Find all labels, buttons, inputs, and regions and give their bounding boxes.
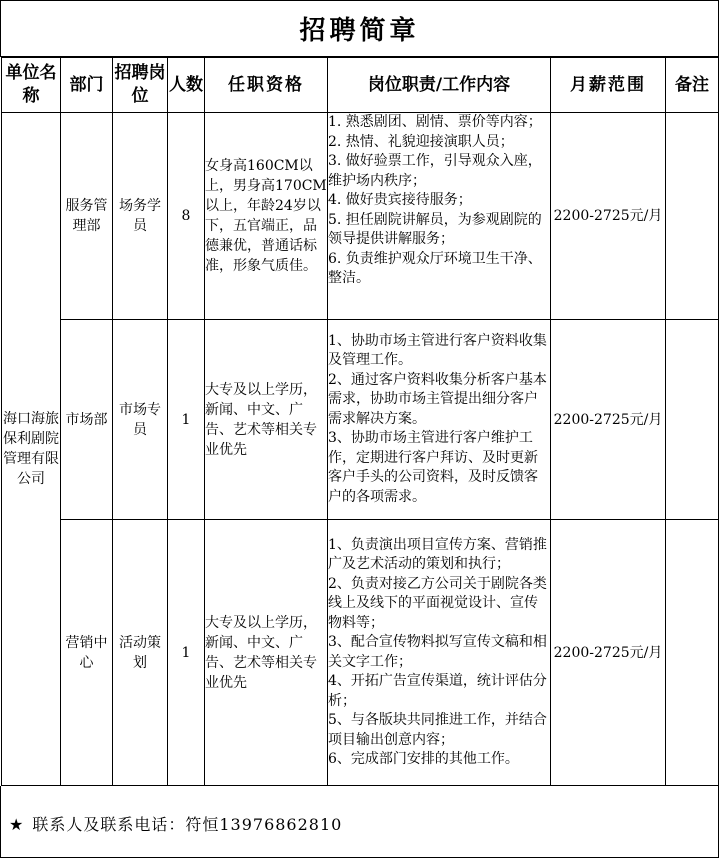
header-row xyxy=(2,58,719,113)
duty-item: 5、与各版块共同推进工作，并结合项目输出创意内容； xyxy=(328,712,547,748)
header-qualifications: 任职资格 xyxy=(205,58,328,113)
row-salary: 2200-2725元/月 xyxy=(551,320,666,520)
duty-item: 4、开拓广告宣传渠道，统计评估分析； xyxy=(328,673,547,709)
duty-item: 6、完成部门安排的其他工作。 xyxy=(328,751,519,767)
company-name: 海口海旅保利剧院管理有限公司 xyxy=(2,113,61,786)
duty-item: 3. 做好验票工作，引导观众入座，维护场内秩序； xyxy=(328,153,542,189)
duty-item: 2、负责对接乙方公司关于剧院各类线上及线下的平面视觉设计、宣传物料等； xyxy=(328,575,547,631)
row-remarks xyxy=(666,520,719,786)
contact-line xyxy=(9,812,342,835)
row-count: 1 xyxy=(168,520,205,786)
row-position: 市场专员 xyxy=(113,320,168,520)
header-salary: 月薪范围 xyxy=(551,58,666,113)
header-remarks: 备注 xyxy=(666,58,719,113)
header-company: 单位名称 xyxy=(2,58,61,113)
duty-item: 5. 担任剧院讲解员，为参观剧院的领导提供讲解服务； xyxy=(328,211,542,247)
row-position: 场务学员 xyxy=(113,113,168,320)
row-count: 8 xyxy=(168,113,205,320)
row-count: 1 xyxy=(168,320,205,520)
row-remarks xyxy=(666,320,719,520)
duty-item: 4. 做好贵宾接待服务； xyxy=(328,192,472,208)
row-duties xyxy=(328,113,551,320)
row-qualifications: 大专及以上学历，新闻、中文、广告、艺术等相关专业优先 xyxy=(205,520,328,786)
duty-item: 1、负责演出项目宣传方案、营销推广及艺术活动的策划和执行； xyxy=(328,536,547,572)
header-duties: 岗位职责/工作内容 xyxy=(328,58,551,113)
row-qualifications: 女身高160CM以上，男身高170CM以上，年龄24岁以下，五官端正，品德兼优，普通话标准，形象气质佳。 xyxy=(205,113,328,320)
table-row xyxy=(2,320,719,520)
row-duties xyxy=(328,320,551,520)
row-department: 营销中心 xyxy=(61,520,113,786)
duty-item: 1. 熟悉剧团、剧情、票价等内容； xyxy=(328,114,542,130)
duty-item: 2. 热情、礼貌迎接演职人员； xyxy=(328,133,514,150)
header-count: 人数 xyxy=(168,58,205,113)
table-row xyxy=(2,113,719,320)
table-row xyxy=(2,520,719,786)
row-position: 活动策划 xyxy=(113,520,168,786)
row-duties xyxy=(328,520,551,786)
duty-item: 6. 负责维护观众厅环境卫生干净、整洁。 xyxy=(328,250,542,286)
duty-item: 3、配合宣传物料拟写宣传文稿和相关文字工作； xyxy=(328,634,547,670)
duty-item: 3、协助市场主管进行客户维护工作，定期进行客户拜访、及时更新客户手头的公司资料，及时反馈客户的各项需求。 xyxy=(328,430,538,505)
header-position: 招聘岗位 xyxy=(113,58,168,113)
row-remarks xyxy=(666,113,719,320)
row-qualifications: 大专及以上学历，新闻、中文、广告、艺术等相关专业优先 xyxy=(205,320,328,520)
contact-info: 联系人及联系电话：符恒13976862810 xyxy=(32,815,343,834)
star-icon: ★ xyxy=(9,815,25,834)
duty-item: 2、通过客户资料收集分析客户基本需求，协助市场主管提出细分客户需求解决方案。 xyxy=(328,371,547,427)
row-department: 服务管理部 xyxy=(61,113,113,320)
page-title: 招聘简章 xyxy=(0,0,719,57)
row-department: 市场部 xyxy=(61,320,113,520)
row-salary: 2200-2725元/月 xyxy=(551,113,666,320)
row-salary: 2200-2725元/月 xyxy=(551,520,666,786)
recruitment-table xyxy=(1,57,719,786)
header-department: 部门 xyxy=(61,58,113,113)
duty-item: 1、协助市场主管进行客户资料收集及管理工作。 xyxy=(328,332,547,369)
footer xyxy=(0,786,719,858)
